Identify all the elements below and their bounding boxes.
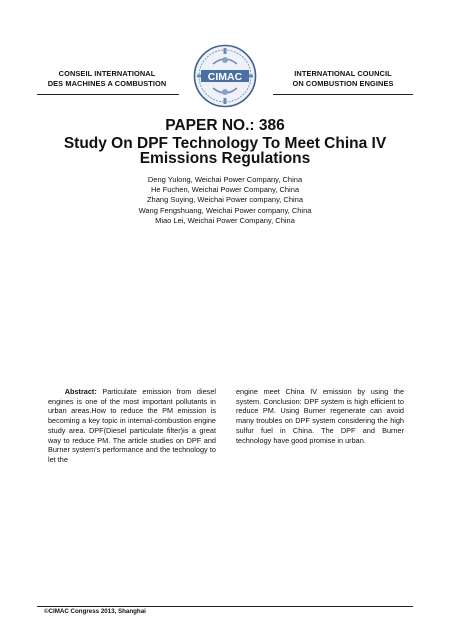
title-line: Emissions Regulations xyxy=(139,150,311,167)
author-line: Wang Fengshuang, Weichai Power company, China xyxy=(138,205,312,215)
cimac-logo xyxy=(193,44,257,108)
author-line: Zhang Suying, Weichai Power company, China xyxy=(146,195,304,205)
org-line: DES MACHINES A COMBUSTION xyxy=(47,79,167,88)
paper-number: PAPER NO.: 386 xyxy=(165,117,285,134)
org-line: INTERNATIONAL COUNCIL xyxy=(294,69,392,78)
abstract-column-left xyxy=(48,387,216,465)
org-line: CONSEIL INTERNATIONAL xyxy=(58,69,156,78)
header-rule-right xyxy=(273,94,413,95)
author-line: Deng Yulong, Weichai Power Company, China xyxy=(147,175,303,184)
header-rule-left xyxy=(37,94,179,95)
svg-text:CIMAC: CIMAC xyxy=(207,70,243,83)
author-list xyxy=(60,175,390,226)
org-line: ON COMBUSTION ENGINES xyxy=(292,79,394,88)
title-line: Study On DPF Technology To Meet China IV xyxy=(63,135,387,152)
paper-title xyxy=(40,136,410,166)
author-line: He Fuchen, Weichai Power Company, China xyxy=(150,185,300,195)
abstract-heading: Abstract: xyxy=(64,387,97,396)
org-name-french xyxy=(37,69,177,89)
footer-text: ©CIMAC Congress 2013, Shanghai xyxy=(44,608,146,615)
abstract-text: engine meet China IV emission by using the system. Conclusion: DPF system is high efficient to reduce PM. Using Burner regenerate can avoid many troubles on DPF system considering the high sulfur fuel in China. The DPF and Burner technology have good promise in urban. xyxy=(236,387,404,445)
footer-rule xyxy=(37,606,413,607)
abstract-column-right xyxy=(236,387,404,445)
abstract-text: Particulate emission from diesel engines is one of the most important pollutants in urban areas.How to reduce the PM emission is becoming a key topic in internal-combustion engine study area. DPF(Diesel particulate filter)is a great way to reduce PM. The article studies on DPF and Burner system's performance and the technology to let the xyxy=(48,387,216,464)
author-line: Miao Lei, Weichai Power Company, China xyxy=(155,215,295,225)
org-name-english xyxy=(273,69,413,89)
